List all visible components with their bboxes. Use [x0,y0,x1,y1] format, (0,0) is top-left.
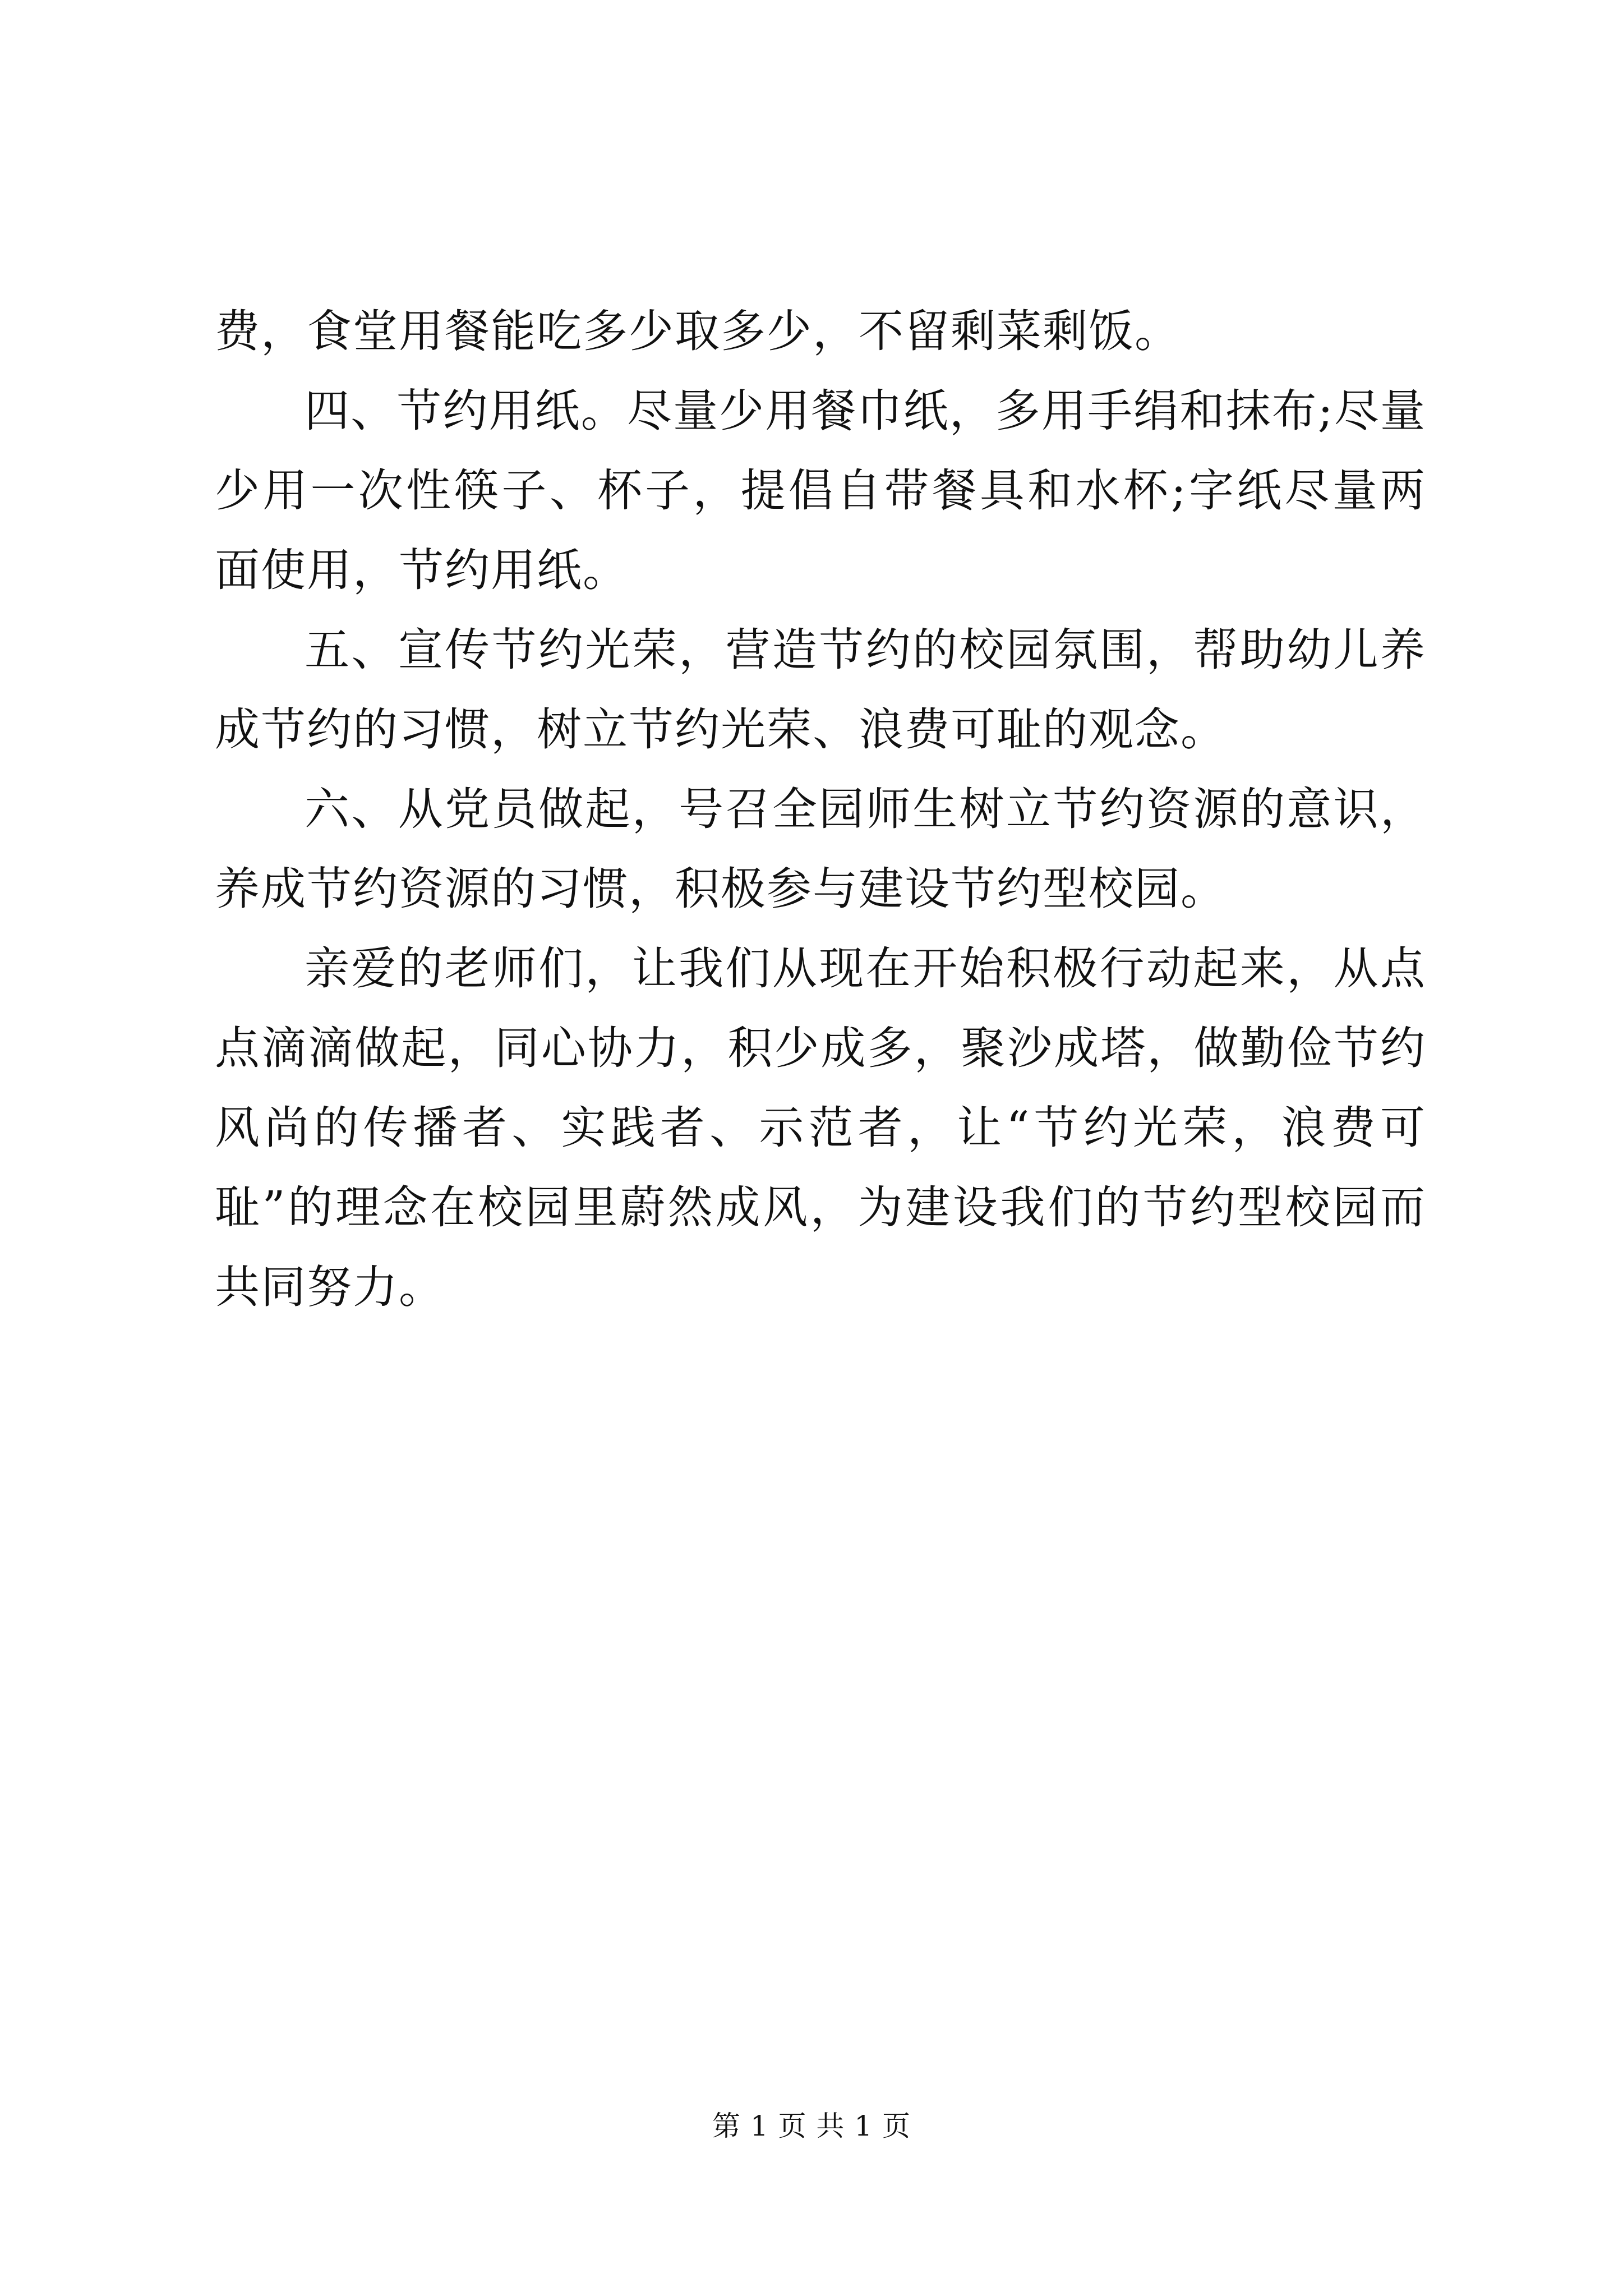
document-body [215,292,1426,1327]
paragraph-party-members: 六、从党员做起，号召全园师生树立节约资源的意识，养成节约资源的习惯，积极参与建设节约型校园。 [215,783,1426,915]
paragraph-call-to-action: 亲爱的老师们，让我们从现在开始积极行动起来，从点点滴滴做起，同心协力，积少成多，聚沙成塔，做勤俭节约风尚的传播者、实践者、示范者，让“节约光荣，浪费可耻”的理念在校园里蔚然成风，为建设我们的节约型校园而共同努力。 [215,942,1426,1313]
paragraph-save-paper: 四、节约用纸。尽量少用餐巾纸，多用手绢和抹布;尽量少用一次性筷子、杯子，提倡自带餐具和水杯;字纸尽量两面使用，节约用纸。 [215,385,1426,596]
paragraph-promote-saving: 五、宣传节约光荣，营造节约的校园氛围，帮助幼儿养成节约的习惯，树立节约光荣、浪费可耻的观念。 [215,624,1426,756]
page-number-footer: 第 1 页 共 1 页 [712,2110,911,2142]
paragraph-meal-waste: 费，食堂用餐能吃多少取多少，不留剩菜剩饭。 [215,305,1181,357]
